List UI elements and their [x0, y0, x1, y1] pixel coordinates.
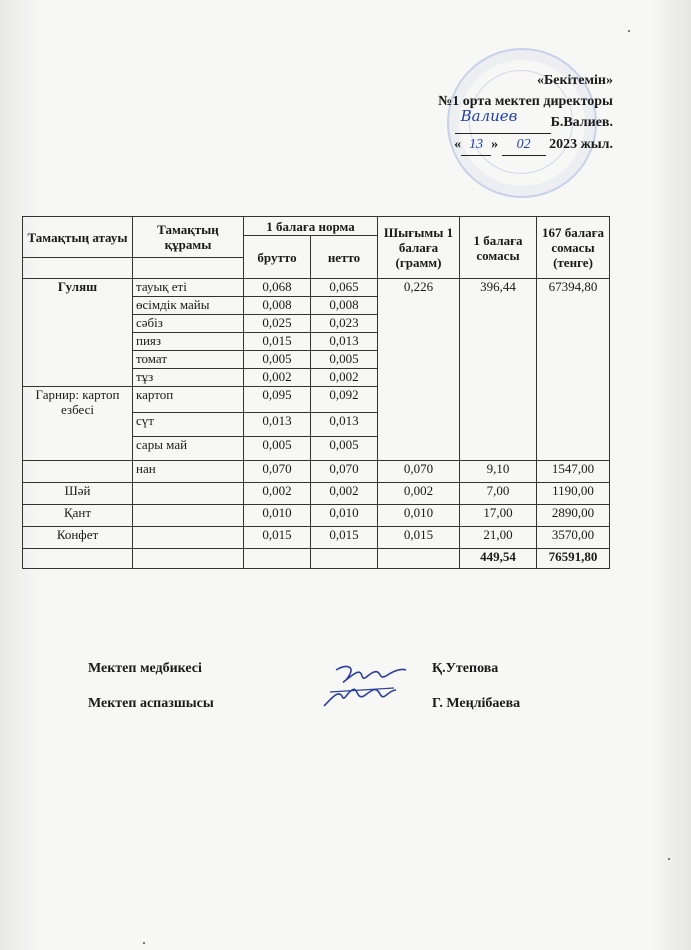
cell-output: 0,070: [378, 461, 460, 483]
date-month: 02: [502, 134, 546, 156]
nurse-title: Мектеп медбикесі: [88, 661, 202, 676]
nurse-name: Қ.Утепова: [432, 661, 499, 676]
cell-one: 17,00: [460, 505, 537, 527]
cell-brutto: 0,010: [244, 505, 311, 527]
cell-brutto: 0,015: [244, 527, 311, 549]
cell-total: 2890,00: [537, 505, 610, 527]
cell-netto: 0,013: [311, 333, 378, 351]
cell-brutto: 0,008: [244, 297, 311, 315]
header-netto: нетто: [311, 236, 378, 279]
cell-netto: 0,013: [311, 413, 378, 437]
table-row: [23, 279, 610, 297]
approval-director-name: Валиев Б.Валиев.: [438, 112, 613, 134]
cell-output: 0,226: [378, 279, 460, 461]
menu-table: [22, 216, 610, 569]
cell-brutto: 0,025: [244, 315, 311, 333]
cell-netto: 0,005: [311, 437, 378, 461]
table-row: [23, 527, 610, 549]
header-per-child: 1 балаға сомасы: [460, 217, 537, 279]
cell-brutto: 0,005: [244, 437, 311, 461]
cell-comp: [133, 505, 244, 527]
cell-brutto: 0,015: [244, 333, 311, 351]
cell-comp: сүт: [133, 413, 244, 437]
signatures-handwritten: [316, 660, 416, 712]
cell-brutto: 0,002: [244, 483, 311, 505]
cell-dish: Шәй: [23, 483, 133, 505]
cell-comp: томат: [133, 351, 244, 369]
cell-comp: тұз: [133, 369, 244, 387]
cell-dish: [23, 461, 133, 483]
approval-block: [438, 70, 613, 156]
cell-brutto: 0,095: [244, 387, 311, 413]
totals-row: [23, 549, 610, 569]
cell-netto: 0,023: [311, 315, 378, 333]
scan-dot: [668, 858, 670, 860]
header-output: Шығымы 1 балаға (грамм): [378, 217, 460, 279]
cell-dish: Гарнир: картоп езбесі: [23, 387, 133, 461]
cook-name: Г. Меңлібаева: [432, 696, 521, 711]
date-day: 13: [461, 134, 491, 156]
cell-comp: нан: [133, 461, 244, 483]
approval-date: « 13 » 02 2023 жыл.: [438, 134, 613, 156]
cell-netto: 0,002: [311, 369, 378, 387]
cell-netto: 0,002: [311, 483, 378, 505]
cell-brutto: 0,002: [244, 369, 311, 387]
cell-comp: пияз: [133, 333, 244, 351]
cell-comp: өсімдік майы: [133, 297, 244, 315]
total-all: 76591,80: [537, 549, 610, 569]
cell-brutto: 0,005: [244, 351, 311, 369]
cell-output: 0,015: [378, 527, 460, 549]
cell-dish: Қант: [23, 505, 133, 527]
cell-comp: картоп: [133, 387, 244, 413]
total-per-child: 449,54: [460, 549, 537, 569]
cell-one: 396,44: [460, 279, 537, 461]
cell-netto: 0,015: [311, 527, 378, 549]
cell-netto: 0,008: [311, 297, 378, 315]
cell-dish: Гуляш: [23, 279, 133, 387]
cell-comp: сәбіз: [133, 315, 244, 333]
cell-comp: сары май: [133, 437, 244, 461]
cell-one: 9,10: [460, 461, 537, 483]
cell-total: 1190,00: [537, 483, 610, 505]
cell-comp: [133, 527, 244, 549]
scan-dot: [143, 942, 145, 944]
cell-comp: тауық еті: [133, 279, 244, 297]
approval-position: №1 орта мектеп директоры: [438, 94, 613, 109]
approval-signature: Валиев: [460, 107, 518, 125]
header-composition: Тамақтың құрамы: [133, 217, 244, 258]
cell-netto: 0,092: [311, 387, 378, 413]
cell-netto: 0,065: [311, 279, 378, 297]
header-norm: 1 балаға норма: [244, 217, 378, 236]
cell-netto: 0,070: [311, 461, 378, 483]
header-comp-cont: [133, 258, 244, 279]
cell-brutto: 0,013: [244, 413, 311, 437]
cell-netto: 0,010: [311, 505, 378, 527]
scan-dot: [628, 30, 630, 32]
cell-dish: Конфет: [23, 527, 133, 549]
cell-brutto: 0,068: [244, 279, 311, 297]
cell-one: 7,00: [460, 483, 537, 505]
cook-title: Мектеп аспазшысы: [88, 696, 214, 711]
header-dish: Тамақтың атауы: [23, 217, 133, 258]
header-total: 167 балаға сомасы (тенге): [537, 217, 610, 279]
table-row: [23, 483, 610, 505]
cell-total: 67394,80: [537, 279, 610, 461]
cell-one: 21,00: [460, 527, 537, 549]
table-header-row: [23, 217, 610, 236]
cell-comp: [133, 483, 244, 505]
cell-output: 0,002: [378, 483, 460, 505]
cell-total: 1547,00: [537, 461, 610, 483]
table-row: [23, 461, 610, 483]
cell-brutto: 0,070: [244, 461, 311, 483]
cell-total: 3570,00: [537, 527, 610, 549]
approval-title: «Бекітемін»: [536, 73, 613, 88]
cell-output: 0,010: [378, 505, 460, 527]
header-dish-cont: [23, 258, 133, 279]
table-row: [23, 505, 610, 527]
header-brutto: брутто: [244, 236, 311, 279]
cell-netto: 0,005: [311, 351, 378, 369]
